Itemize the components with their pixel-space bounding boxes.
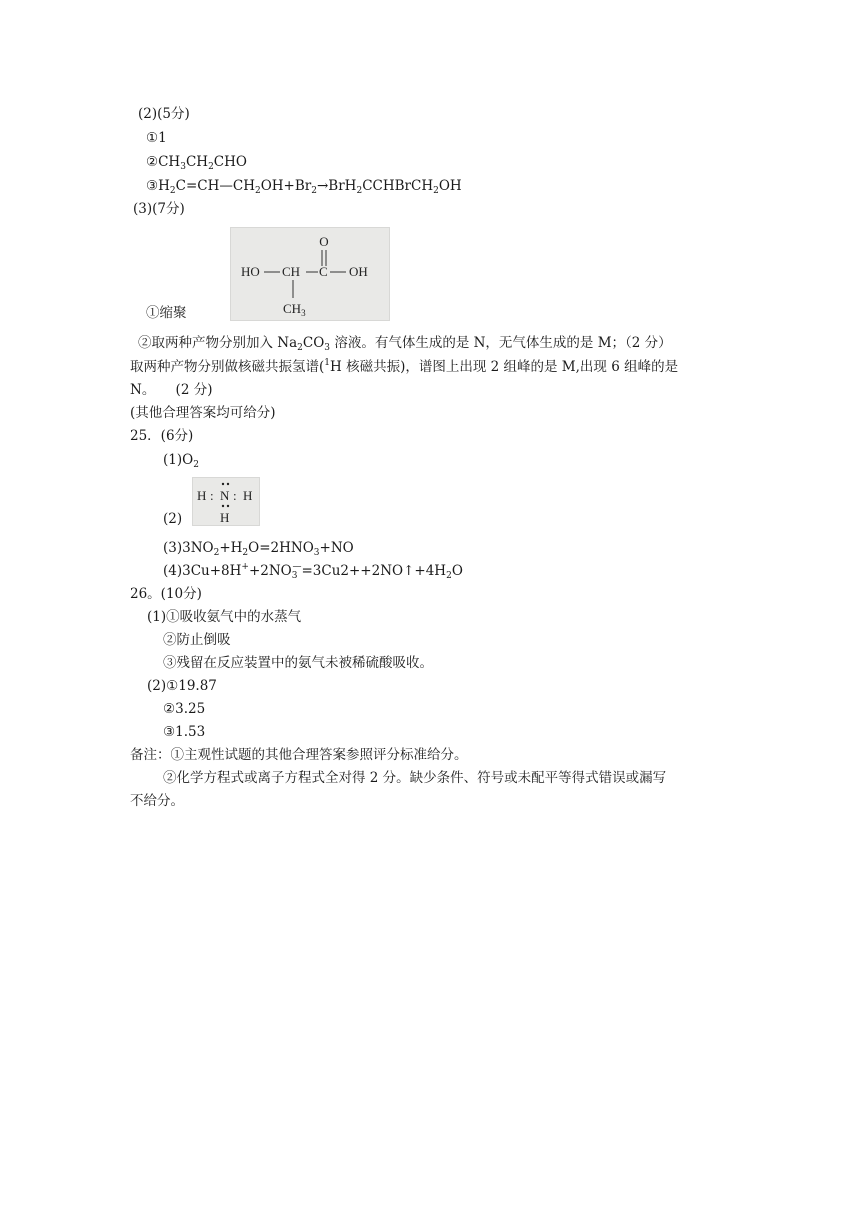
bond-pair-dot-2 <box>227 505 229 507</box>
ch-group: CH <box>282 264 301 279</box>
q25-item4: $(4)3Cu+8H^++2NO_3^—=3Cu2++2NO↑+4H_2O$ <box>163 562 463 581</box>
structural-formula <box>231 228 389 320</box>
lactic-acid-structure-image <box>230 227 390 321</box>
hydrogen-bottom: H <box>220 510 230 525</box>
electron-dot-formula <box>193 478 259 525</box>
q26-p1-3: ③残留在反应装置中的氨气未被稀硫酸吸收。 <box>163 655 433 671</box>
q26-header: 26。(10分) <box>130 586 202 602</box>
lone-pair-dot-1 <box>222 483 224 485</box>
nmr-line: 取两种产物分别做核磁共振氢谱($^1$H 核磁共振)，谱图上出现 2 组峰的是 M,出现 6 组峰的是 <box>130 358 679 375</box>
q26-p2-3: ③1.53 <box>163 724 206 740</box>
notes-line-3: 不给分。 <box>130 793 184 809</box>
methyl-group: $CH_3$ <box>283 301 306 318</box>
pair-right: : <box>233 488 237 503</box>
section2-item2: $②CH_3CH_2CHO$ <box>146 154 247 172</box>
section2-header: (2)(5分) <box>138 106 190 122</box>
q26-p1-1: (1)①吸收氨气中的水蒸气 <box>147 609 302 625</box>
q26-p1-2: ②防止倒吸 <box>163 632 231 648</box>
bond-pair-dot-1 <box>222 505 224 507</box>
q26-p2-1: (2)①19.87 <box>147 678 217 694</box>
notes-line-2: ②化学方程式或离子方程式全对得 2 分。缺少条件、符号或未配平等得式错误或漏写 <box>163 770 667 786</box>
nitrogen-atom: N <box>220 488 230 503</box>
oh-group: OH <box>349 264 368 279</box>
ho-group: HO <box>241 264 260 279</box>
q25-item2-label: (2) <box>163 511 183 527</box>
carbonyl-oxygen: O <box>319 234 329 249</box>
other-answers-note: (其他合理答案均可给分) <box>130 405 276 421</box>
section2-item3: $③H_2C=CH—CH_2OH+Br_2\to BrH_2CCHBrCH_2OH$ <box>146 178 462 196</box>
notes-line-1: 备注：①主观性试题的其他合理答案参照评分标准给分。 <box>130 747 468 763</box>
lone-pair-dot-2 <box>227 483 229 485</box>
section3-item1: ①缩聚 <box>146 305 187 321</box>
carbon-atom: C <box>319 264 328 279</box>
pair-left: : <box>210 488 214 503</box>
section3-item2: ②取两种产物分别加入 $Na_2CO_3$ 溶液。有气体生成的是 N，无气体生成的是 M；（2 分） <box>138 335 672 353</box>
hydrogen-right: H <box>243 488 253 503</box>
q26-p2-2: ②3.25 <box>163 701 206 717</box>
ammonia-electron-formula-image <box>192 477 260 526</box>
q25-item1: $(1)O_2$ <box>163 452 199 470</box>
section3-header: (3)(7分) <box>133 201 185 217</box>
q25-header: 25．(6分) <box>130 428 194 444</box>
q25-item3: $(3)3NO_2+H_2O=2HNO_3+NO$ <box>163 540 354 558</box>
nmr-line-2: N。 (2 分) <box>130 382 213 398</box>
hydrogen-left: H <box>197 488 207 503</box>
section2-item1: ①1 <box>146 130 167 146</box>
